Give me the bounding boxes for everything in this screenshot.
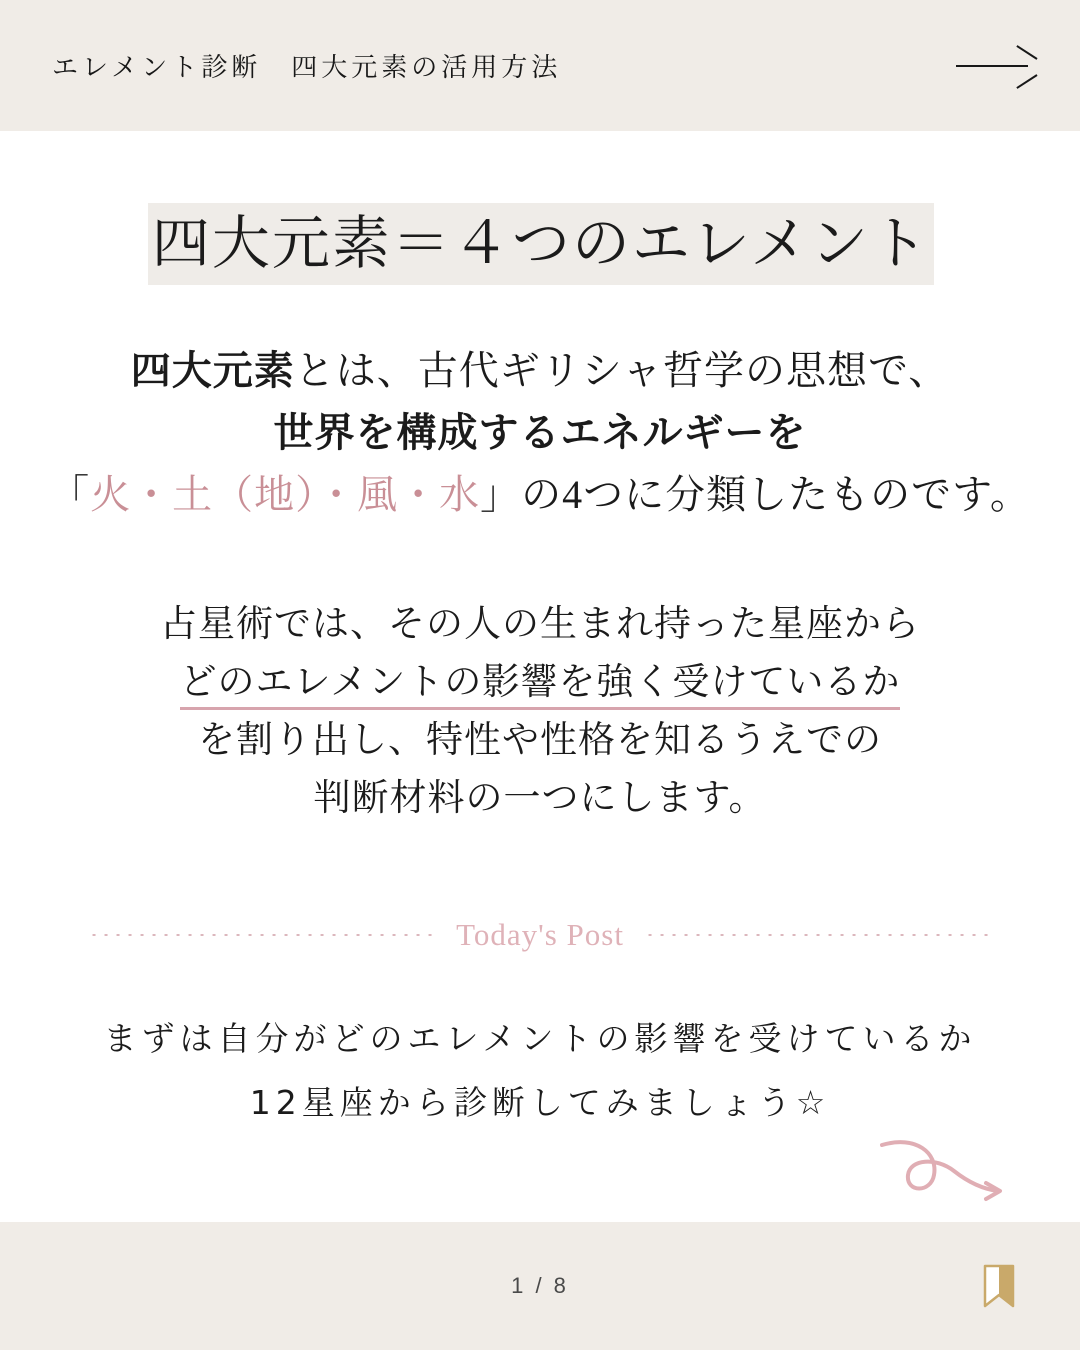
main-content: [0, 131, 1080, 1222]
intro-line-1-strong: 四大元素: [130, 348, 295, 393]
intro-quote-open: 「: [49, 472, 91, 517]
intro-line-2: 世界を構成するエネルギーを: [273, 410, 807, 455]
body-paragraph: [0, 596, 1080, 828]
bookmark-icon[interactable]: [982, 1264, 1016, 1308]
section-divider: [86, 917, 994, 953]
footer-bar: [0, 1222, 1080, 1350]
handwriting-line-1: まずは自分がどのエレメントの影響を受けているか: [103, 1019, 977, 1058]
page-title: エレメント診断 四大元素の活用方法: [52, 53, 562, 83]
intro-line-3: [0, 464, 1080, 526]
banner-title: [148, 203, 934, 285]
handwriting-block: [0, 1007, 1080, 1135]
header-bar: [0, 0, 1080, 131]
banner-title-text: 四大元素＝４つのエレメント: [151, 211, 931, 276]
body-line-4: 判断材料の一つにします。: [313, 778, 767, 819]
body-line-2-underlined: どのエレメントの影響を強く受けているか: [180, 662, 901, 710]
page-indicator: 1 / 8: [511, 1273, 569, 1298]
handwriting-line-2: 12星座から診断してみましょう☆: [249, 1083, 831, 1122]
divider-label: Today's Post: [456, 917, 624, 952]
intro-quote-close: 」の4つに分類したものです。: [480, 472, 1031, 517]
arrow-head: [1016, 54, 1036, 78]
intro-elements-accent: 火・土（地）・風・水: [90, 472, 481, 517]
intro-paragraph: [0, 340, 1080, 526]
next-arrow-icon[interactable]: [956, 49, 1036, 83]
body-line-3: を割り出し、特性や性格を知るうえでの: [198, 720, 882, 761]
swirl-arrow-icon: [876, 1131, 1006, 1211]
intro-line-1: [0, 340, 1080, 402]
body-line-2: [0, 654, 1080, 712]
divider-dots-right: [642, 934, 994, 936]
intro-line-1-rest: とは、古代ギリシャ哲学の思想で、: [294, 348, 950, 393]
divider-dots-left: [86, 934, 438, 936]
body-line-1: 占星術では、その人の生まれ持った星座から: [160, 604, 920, 645]
